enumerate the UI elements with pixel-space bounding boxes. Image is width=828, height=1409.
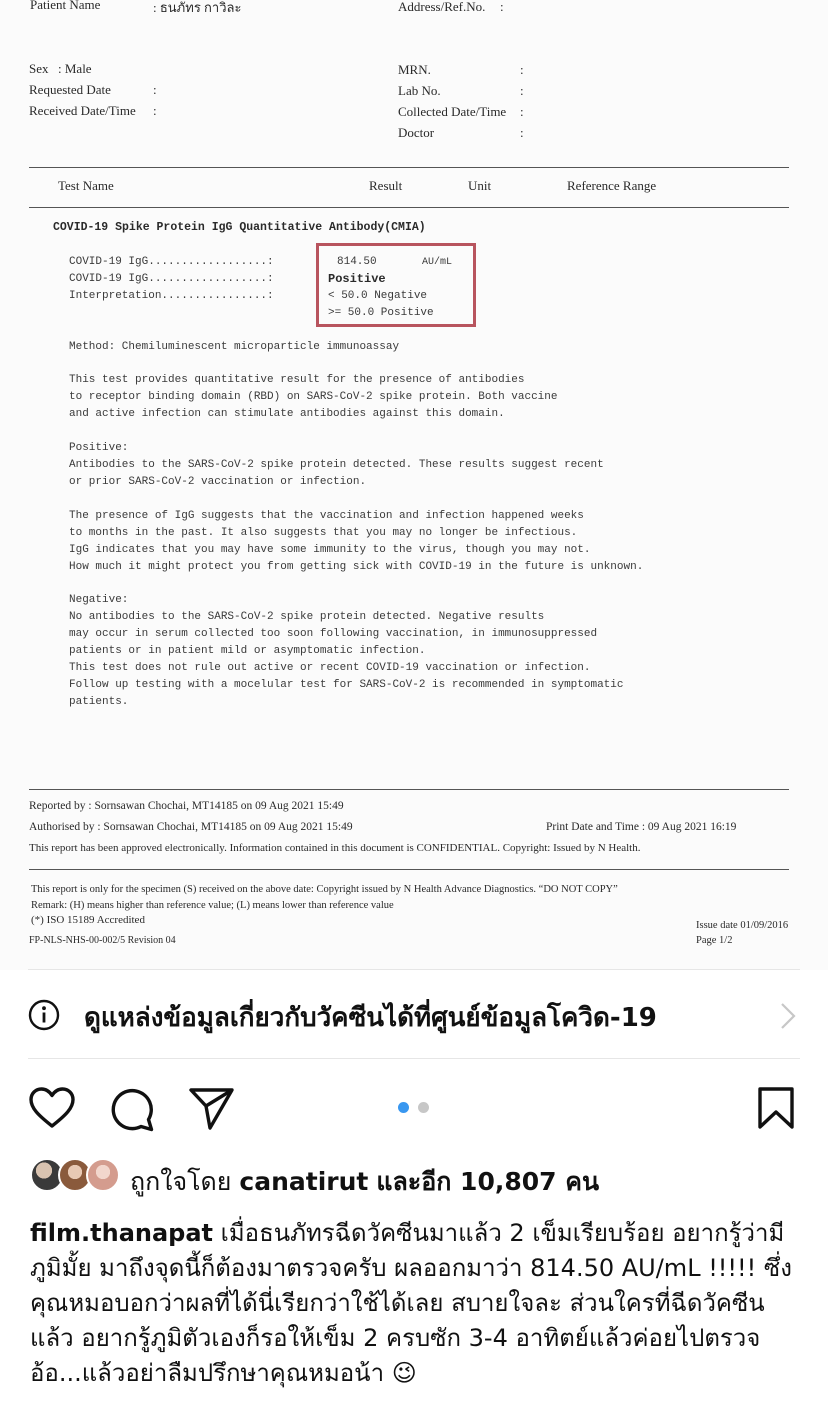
lab-no-label: Lab No. bbox=[398, 83, 441, 98]
issue-date: Issue date 01/09/2016 bbox=[696, 920, 789, 931]
banner-divider-top bbox=[28, 969, 800, 970]
row-igg-value: 814.50 bbox=[337, 256, 377, 268]
row-interpretation-negative: < 50.0 Negative bbox=[328, 290, 428, 302]
para4-line2: No antibodies to the SARS-CoV-2 spike protein detected. Negative results bbox=[69, 611, 545, 623]
row-interpretation-positive: >= 50.0 Positive bbox=[328, 307, 434, 319]
likes-user[interactable]: canatirut bbox=[239, 1167, 369, 1196]
carousel-dot-1 bbox=[398, 1102, 409, 1113]
received-date-label: Received Date/Time bbox=[29, 103, 136, 118]
para2-line2: Antibodies to the SARS-CoV-2 spike protein detected. These results suggest recent bbox=[69, 459, 604, 471]
covid-info-banner[interactable] bbox=[0, 985, 828, 1045]
lab-no-colon: : bbox=[520, 83, 524, 98]
para3-line4: How much it might protect you from getting sick with COVID-19 in the future is unknown. bbox=[69, 561, 644, 573]
reported-by: Reported by : Sornsawan Chochai, MT14185 on 09 Aug 2021 15:49 bbox=[29, 800, 344, 812]
para4-line3: may occur in serum collected too soon following vaccination, in immunosuppressed bbox=[69, 628, 598, 640]
patient-name-label: Patient Name bbox=[30, 0, 101, 12]
sex-value: : Male bbox=[58, 61, 92, 76]
post-action-bar bbox=[0, 1080, 828, 1136]
wink-emoji: 😉 bbox=[391, 1359, 417, 1387]
requested-date-colon: : bbox=[153, 82, 157, 97]
banner-text: ดูแหล่งข้อมูลเกี่ยวกับวัคซีนได้ที่ศูนย์ข้อมูลโควิด-19 bbox=[84, 1003, 657, 1033]
para2-line3: or prior SARS-CoV-2 vaccination or infection. bbox=[69, 476, 367, 488]
para1-line1: This test provides quantitative result for the presence of antibodies bbox=[69, 374, 525, 386]
address-colon: : bbox=[500, 0, 504, 14]
row-igg-label: COVID-19 IgG..................: bbox=[69, 256, 274, 268]
para3-line2: to months in the past. It also suggests that you may no longer be infectious. bbox=[69, 527, 578, 539]
para4-line1: Negative: bbox=[69, 594, 129, 606]
mrn-label: MRN. bbox=[398, 62, 431, 77]
banner-divider-bottom bbox=[28, 1058, 800, 1059]
likes-count[interactable]: และอีก 10,807 คน bbox=[376, 1167, 600, 1196]
footer-divider-bottom bbox=[29, 869, 789, 870]
test-title: COVID-19 Spike Protein IgG Quantitative Antibody(CMIA) bbox=[53, 221, 426, 234]
para4-line5: This test does not rule out active or recent COVID-19 vaccination or infection. bbox=[69, 662, 591, 674]
header-divider bbox=[29, 167, 789, 168]
mrn-colon: : bbox=[520, 62, 524, 77]
col-result: Result bbox=[369, 178, 403, 193]
highlight-box bbox=[316, 243, 476, 327]
para1-line2: to receptor binding domain (RBD) on SARS-CoV-2 spike protein. Both vaccine bbox=[69, 391, 558, 403]
collected-date-colon: : bbox=[520, 104, 524, 119]
authorised-by: Authorised by : Sornsawan Chochai, MT14185 on 09 Aug 2021 15:49 bbox=[29, 821, 353, 833]
bookmark-icon[interactable] bbox=[756, 1086, 796, 1130]
para4-line6: Follow up testing with a mocelular test for SARS-CoV-2 is recommended in symptomatic bbox=[69, 679, 624, 691]
col-unit: Unit bbox=[468, 178, 492, 193]
print-date: Print Date and Time : 09 Aug 2021 16:19 bbox=[546, 821, 737, 833]
requested-date-label: Requested Date bbox=[29, 82, 111, 97]
form-number: FP-NLS-NHS-00-002/5 Revision 04 bbox=[29, 935, 176, 946]
para3-line3: IgG indicates that you may have some immunity to the virus, though you may not. bbox=[69, 544, 591, 556]
collected-date-label: Collected Date/Time bbox=[398, 104, 507, 119]
remark-note: Remark: (H) means higher than reference value; (L) means lower than reference value bbox=[31, 900, 394, 911]
received-date-colon: : bbox=[153, 103, 157, 118]
sex-label: Sex bbox=[29, 61, 49, 76]
approved-note: This report has been approved electronically. Information contained in this document is CONFIDENTIAL. Copyright: Issued by N Health. bbox=[29, 842, 641, 854]
col-test-name: Test Name bbox=[58, 178, 114, 193]
para2-line1: Positive: bbox=[69, 442, 129, 454]
columns-divider bbox=[29, 207, 789, 208]
iso-note: (*) ISO 15189 Accredited bbox=[31, 914, 145, 926]
row-igg-unit: AU/mL bbox=[422, 257, 453, 268]
caption-username[interactable]: film.thanapat bbox=[30, 1219, 214, 1247]
page-number: Page 1/2 bbox=[696, 935, 733, 946]
share-icon[interactable] bbox=[188, 1086, 236, 1130]
likes-text bbox=[130, 1162, 599, 1202]
method-line: Method: Chemiluminescent microparticle immunoassay bbox=[69, 341, 400, 353]
col-reference-range: Reference Range bbox=[567, 178, 657, 193]
doctor-label: Doctor bbox=[398, 125, 435, 140]
carousel-dot-2 bbox=[418, 1102, 429, 1113]
post-caption bbox=[30, 1216, 806, 1391]
likes-prefix: ถูกใจโดย bbox=[130, 1167, 232, 1196]
para4-line7: patients. bbox=[69, 696, 129, 708]
patient-name-value: : ธนภัทร กาวิละ bbox=[153, 0, 242, 15]
specimen-note: This report is only for the specimen (S) received on the above date: Copyright issued by N Health Advance Diagnostics. “DO NOT COPY” bbox=[31, 884, 618, 895]
heart-icon[interactable] bbox=[28, 1086, 76, 1130]
footer-divider-top bbox=[29, 789, 789, 790]
doctor-colon: : bbox=[520, 125, 524, 140]
row-igg2-label: COVID-19 IgG..................: bbox=[69, 273, 274, 285]
chevron-right-icon bbox=[778, 1001, 798, 1031]
para3-line1: The presence of IgG suggests that the vaccination and infection happened weeks bbox=[69, 510, 584, 522]
liker-avatar-3[interactable] bbox=[86, 1158, 120, 1192]
info-circle-icon bbox=[28, 999, 60, 1031]
address-label: Address/Ref.No. bbox=[398, 0, 486, 14]
likes-row[interactable] bbox=[30, 1158, 820, 1198]
caption-text: เมื่อธนภัทรฉีดวัคซีนมาแล้ว 2 เข็มเรียบร้อย อยากรู้ว่ามีภูมิมั้ย มาถึงจุดนี้ก็ต้องมาตรวจครับ ผลออกมาว่า 814.50 AU/mL !!!!! ซึ่งคุณหมอบอกว่าผลที่ได้นี่เรียกว่าใช้ได้เลย สบายใจละ ส่วนใครที่ฉีดวัคซีนแล้ว อยากรู้ภูมิตัวเองก็รอให้เข็ม 2 ครบซัก 3-4 อาทิตย์แล้วค่อยไปตรวจ อ้อ...แล้วอย่าลืมปรึกษาคุณหมอน้า bbox=[30, 1219, 792, 1387]
row-interpretation-label: Interpretation................: bbox=[69, 290, 274, 302]
para1-line3: and active infection can stimulate antibodies against this domain. bbox=[69, 408, 505, 420]
row-igg2-value: Positive bbox=[328, 272, 386, 286]
para4-line4: patients or in patient mild or asymptomatic infection. bbox=[69, 645, 426, 657]
comment-icon[interactable] bbox=[108, 1086, 156, 1132]
